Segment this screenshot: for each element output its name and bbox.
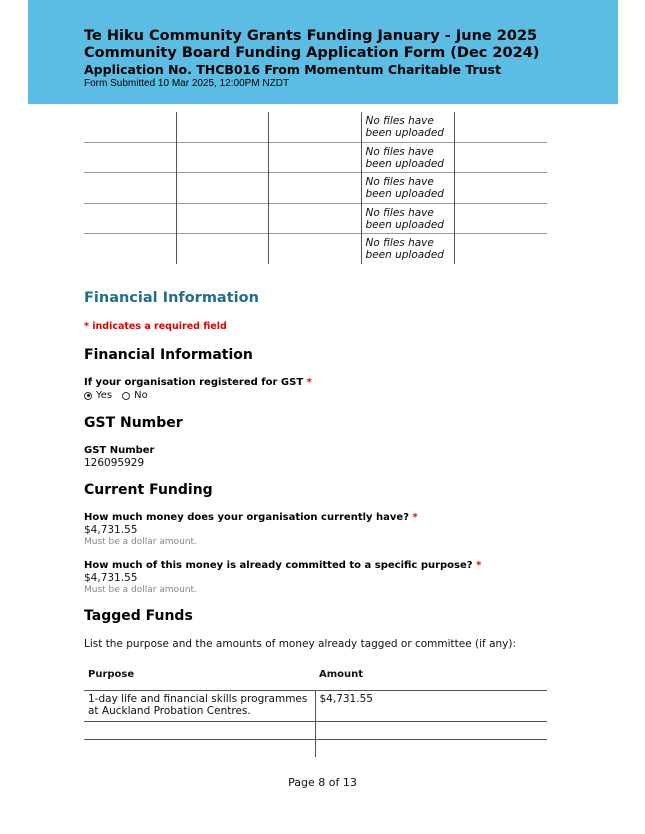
table-row (84, 203, 547, 233)
purpose-cell: 1-day life and financial skills programmes at Auckland Probation Centres. (84, 690, 315, 721)
table-row (84, 112, 547, 142)
tagged-funds-table (84, 660, 547, 757)
gst-radio-group (84, 390, 148, 401)
table-cell (454, 142, 547, 172)
form-header (28, 0, 618, 104)
tagged-funds-intro: List the purpose and the amounts of money already tagged or committee (if any): (84, 638, 517, 650)
table-cell (268, 142, 361, 172)
table-header-row (84, 660, 547, 690)
required-star: * (476, 560, 482, 571)
application-number: Application No. THCB016 From Momentum Charitable Trust (84, 62, 501, 77)
dollar-amount-hint: Must be a dollar amount. (84, 585, 197, 595)
table-row (84, 690, 547, 721)
table-cell (176, 112, 268, 142)
table-cell (84, 173, 176, 203)
amount-column-header: Amount (315, 660, 547, 690)
table-cell (268, 173, 361, 203)
table-row (84, 142, 547, 172)
purpose-cell (84, 721, 315, 739)
current-money-question (84, 512, 418, 523)
table-cell (84, 234, 176, 264)
table-cell (176, 173, 268, 203)
table-cell (84, 112, 176, 142)
purpose-cell (84, 739, 315, 757)
submission-timestamp: Form Submitted 10 Mar 2025, 12:00PM NZDT (84, 78, 290, 89)
current-money-question-text: How much money does your organisation currently have? (84, 512, 410, 523)
gst-number-heading: GST Number (84, 415, 183, 431)
page-number: Page 8 of 13 (288, 776, 357, 789)
amount-cell (315, 721, 547, 739)
required-star: * (306, 377, 312, 388)
required-star: * (412, 512, 418, 523)
table-row (84, 739, 547, 757)
table-cell (84, 203, 176, 233)
no-files-note: No files have been uploaded (361, 203, 454, 233)
table-row (84, 234, 547, 264)
purpose-column-header: Purpose (84, 660, 315, 690)
table-row (84, 721, 547, 739)
table-cell (454, 234, 547, 264)
no-radio-label: No (134, 390, 148, 401)
uploaded-files-table (84, 112, 547, 264)
gst-number-value: 126095929 (84, 457, 145, 469)
committed-money-question-text: How much of this money is already committed to a specific purpose? (84, 560, 473, 571)
gst-number-label: GST Number (84, 445, 155, 456)
yes-radio[interactable] (84, 392, 92, 400)
no-files-note: No files have been uploaded (361, 142, 454, 172)
financial-info-heading: Financial Information (84, 347, 253, 363)
table-row (84, 173, 547, 203)
committed-money-value: $4,731.55 (84, 572, 138, 584)
amount-cell: $4,731.55 (315, 690, 547, 721)
required-field-note: * indicates a required field (84, 321, 227, 332)
section-title: Financial Information (84, 290, 259, 306)
no-radio[interactable] (122, 392, 130, 400)
form-subtitle: Community Board Funding Application Form (Dec 2024) (84, 45, 540, 61)
table-cell (176, 234, 268, 264)
amount-cell (315, 739, 547, 757)
table-cell (454, 203, 547, 233)
table-cell (176, 142, 268, 172)
table-cell (268, 234, 361, 264)
tagged-funds-heading: Tagged Funds (84, 608, 193, 624)
no-files-note: No files have been uploaded (361, 173, 454, 203)
form-title: Te Hiku Community Grants Funding January - June 2025 (84, 28, 538, 44)
current-funding-heading: Current Funding (84, 482, 213, 498)
no-files-note: No files have been uploaded (361, 234, 454, 264)
gst-question-text: If your organisation registered for GST (84, 377, 304, 388)
table-cell (268, 203, 361, 233)
table-cell (454, 173, 547, 203)
table-cell (454, 112, 547, 142)
table-cell (268, 112, 361, 142)
table-cell (176, 203, 268, 233)
dollar-amount-hint: Must be a dollar amount. (84, 537, 197, 547)
current-money-value: $4,731.55 (84, 524, 138, 536)
yes-radio-label: Yes (96, 390, 113, 401)
gst-question-label (84, 377, 312, 388)
no-files-note: No files have been uploaded (361, 112, 454, 142)
table-cell (84, 142, 176, 172)
committed-money-question (84, 560, 481, 571)
